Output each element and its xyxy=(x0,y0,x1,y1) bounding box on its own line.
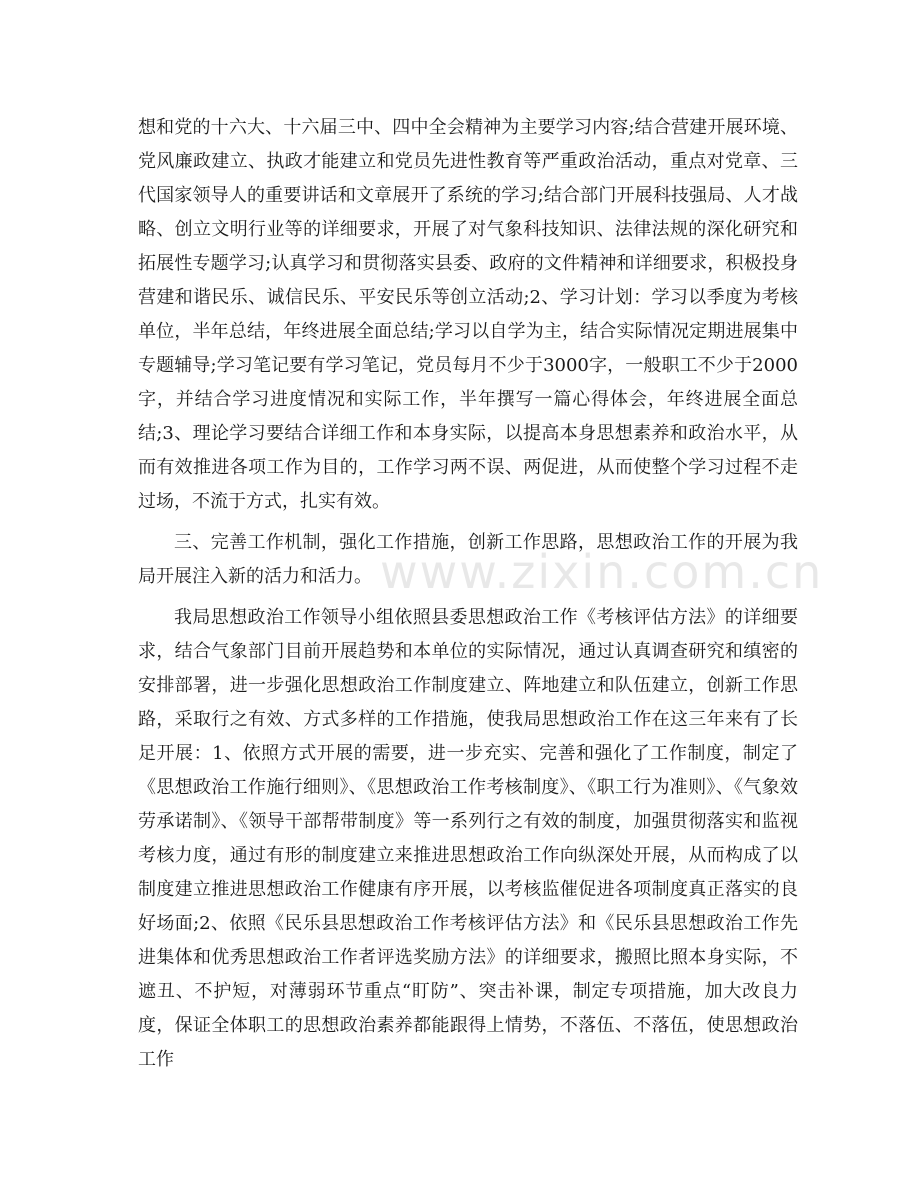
document-body xyxy=(138,111,798,1084)
watermark-text: www.zixin.com.cn xyxy=(380,545,824,599)
paragraph-work-measures: 我局思想政治工作领导小组依照县委思想政治工作《考核评估方法》的详细要求，结合气象部门目前开展趋势和本单位的实际情况，通过认真调查研究和缜密的安排部署，进一步强化思想政治工作制度建立、阵地建立和队伍建立，创新工作思路，采取行之有效、方式多样的工作措施，使我局思想政治工作在这三年来有了长足开展：1、依照方式开展的需要，进一步充实、完善和强化了工作制度，制定了《思想政治工作施行细则》、《思想政治工作考核制度》、《职工行为准则》、《气象效劳承诺制》、《领导干部帮带制度》等一系列行之有效的制度，加强贯彻落实和监视考核力度，通过有形的制度建立来推进思想政治工作向纵深处开展，从而构成了以制度建立推进思想政治工作健康有序开展，以考核监催促进各项制度真正落实的良好场面;2、依照《民乐县思想政治工作考核评估方法》和《民乐县思想政治工作先进集体和优秀思想政治工作者评选奖励方法》的详细要求，搬照比照本身实际，不遮丑、不护短，对薄弱环节重点“盯防”、突击补课，制定专项措施，加大改良力度，保证全体职工的思想政治素养都能跟得上情势，不落伍、不落伍，使思想政治工作 xyxy=(138,607,798,1070)
paragraph-continuation: 想和党的十六大、十六届三中、四中全会精神为主要学习内容;结合营建开展环境、党风廉政建立、执政才能建立和党员先进性教育等严重政治活动，重点对党章、三代国家领导人的重要讲话和文章展开了系统的学习;结合部门开展科技强局、人才战略、创立文明行业等的详细要求，开展了对气象科技知识、法律法规的深化研究和拓展性专题学习;认真学习和贯彻落实县委、政府的文件精神和详细要求，积极投身营建和谐民乐、诚信民乐、平安民乐等创立活动;2、学习计划：学习以季度为考核单位，半年总结，年终进展全面总结;学习以自学为主，结合实际情况定期进展集中专题辅导;学习笔记要有学习笔记，党员每月不少于3000字，一般职工不少于2000字，并结合学习进度情况和实际工作，半年撰写一篇心得体会，年终进展全面总结;3、理论学习要结合详细工作和本身实际，以提高本身思想素养和政治水平，从而有效推进各项工作为目的，工作学习两不误、两促进，从而使整个学习过程不走过场，不流于方式，扎实有效。 xyxy=(138,117,798,512)
paragraph-section-three-heading: 三、完善工作机制，强化工作措施，创新工作思路，思想政治工作的开展为我局开展注入新的活力和活力。 xyxy=(138,532,798,587)
